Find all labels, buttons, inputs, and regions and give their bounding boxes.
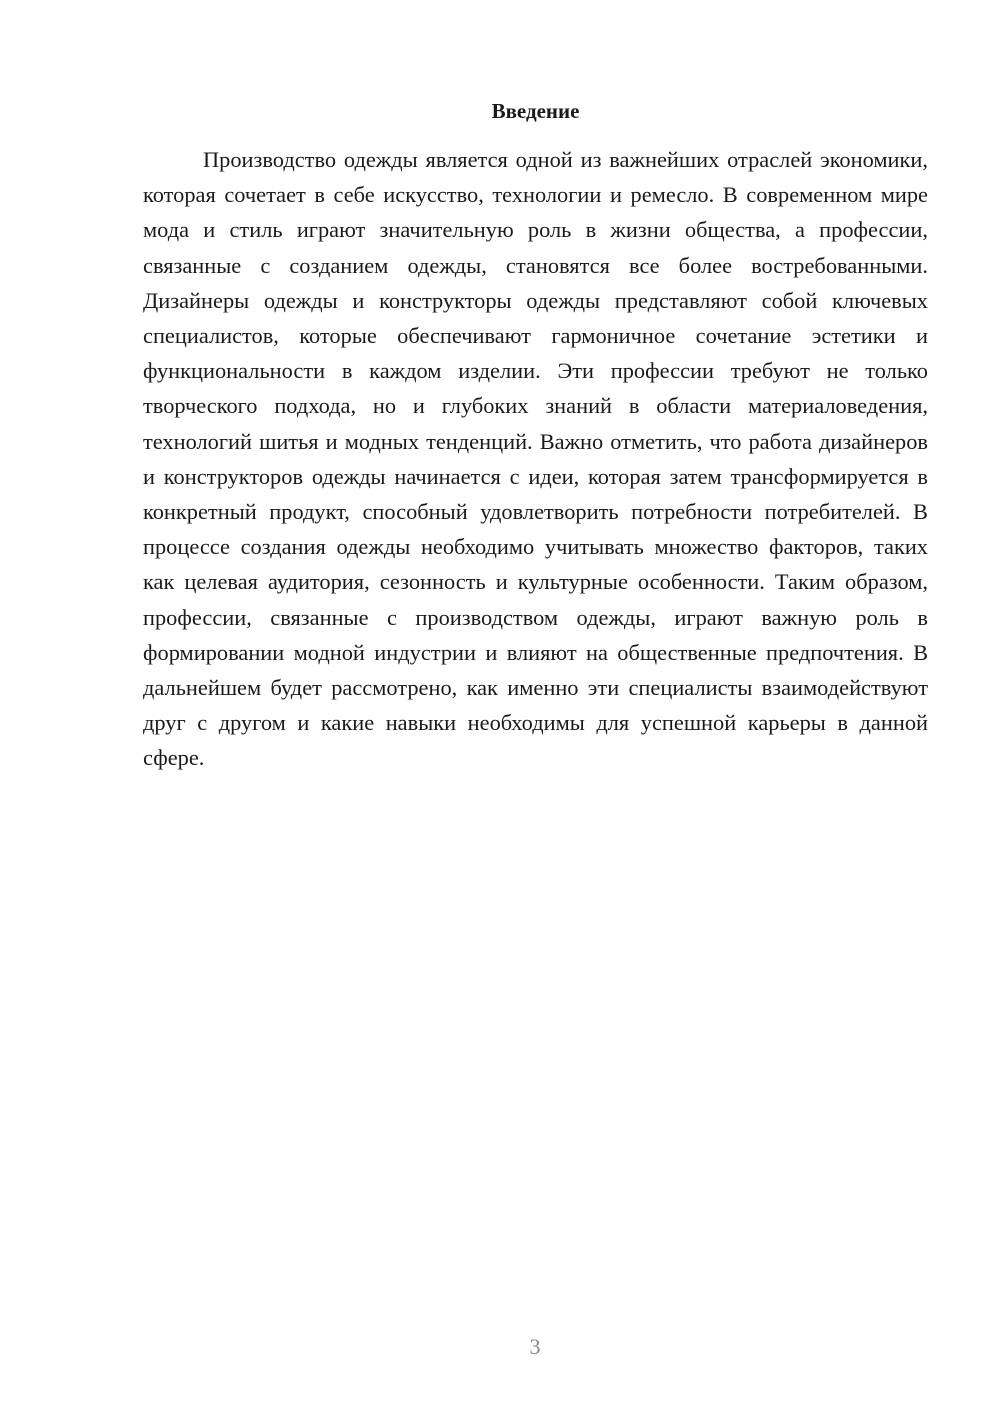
intro-paragraph: Производство одежды является одной из важнейших отраслей экономики, которая сочетает в себе искусство, технологии и ремесло. В современном мире мода и стиль играют значительную роль в жизни общества, а профессии, связанные с созданием одежды, становятся все более востребованными. Дизайнеры одежды и конструкторы одежды представляют собой ключевых специалистов, которые обеспечивают гармоничное сочетание эстетики и функциональности в каждом изделии. Эти профессии требуют не только творческого подхода, но и глубоких знаний в области материаловедения, технологий шитья и модных тенденций. Важно отметить, что работа дизайнеров и конструкторов одежды начинается с идеи, которая затем трансформируется в конкретный продукт, способный удовлетворить потребности потребителей. В процессе создания одежды необходимо учитывать множество факторов, таких как целевая аудитория, сезонность и культурные особенности. Таким образом, профессии, связанные с производством одежды, играют важную роль в формировании модной индустрии и влияют на общественные предпочтения. В дальнейшем будет рассмотрено, как именно эти специалисты взаимодействуют друг с другом и какие навыки необходимы для успешной карьеры в данной сфере. bbox=[143, 147, 928, 771]
section-heading: Введение bbox=[491, 99, 580, 123]
page-number: 3 bbox=[529, 1334, 541, 1359]
